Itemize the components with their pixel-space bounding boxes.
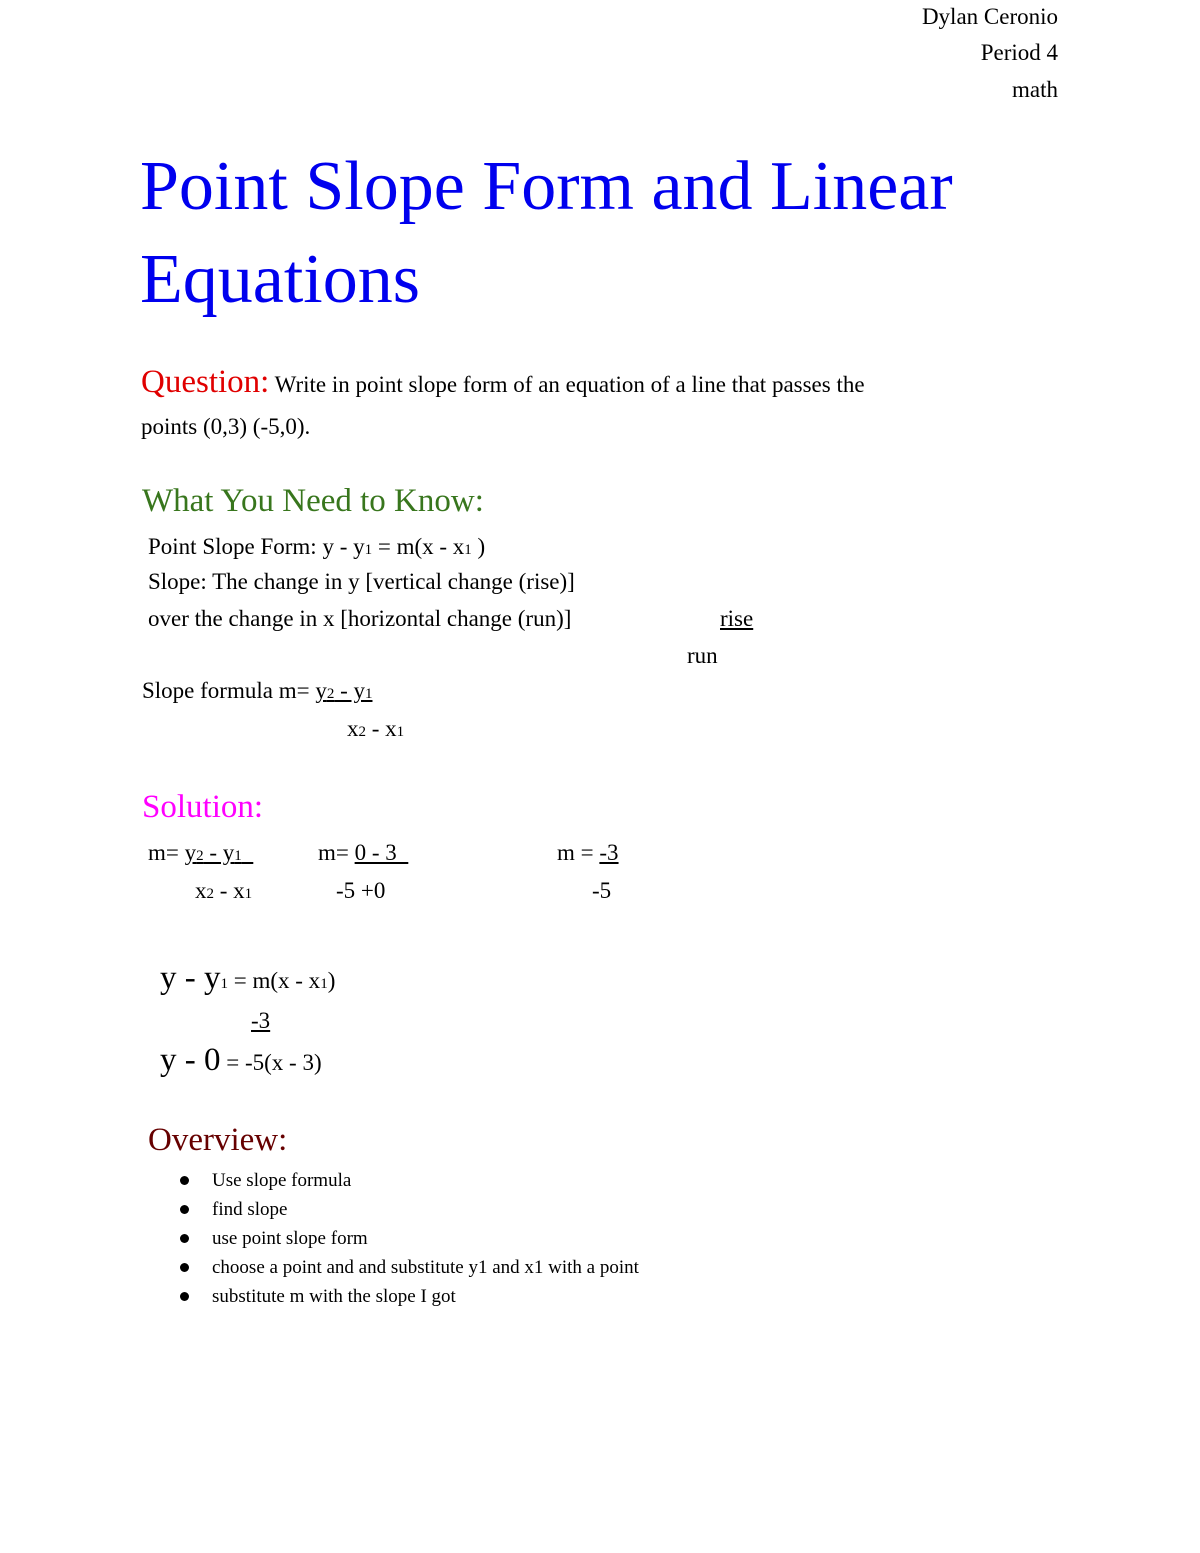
list-item-text: substitute m with the slope I got [212, 1286, 456, 1307]
eq1-rest: = m(x - x [228, 968, 321, 993]
solution-step1-denominator [195, 878, 252, 904]
step1-den-sub1: 1 [244, 886, 253, 902]
solution-step1-numerator [148, 840, 253, 866]
step1-den-a: x [195, 878, 207, 903]
step1-den-b: - x [214, 878, 245, 903]
eq2-y: y - 0 [160, 1042, 221, 1078]
point-slope-form [148, 534, 485, 560]
subject: math [1012, 77, 1058, 102]
step1-num-sub2: 2 [196, 848, 204, 864]
den-sub2: 2 [358, 724, 366, 740]
slope-formula-denominator [347, 716, 404, 742]
solution-heading: Solution: [142, 789, 264, 825]
author-name: Dylan Ceronio [921, 4, 1058, 29]
bullet-icon [180, 1234, 189, 1243]
list-item-text: find slope [212, 1199, 288, 1220]
equation-final [160, 1042, 322, 1079]
list-item-text: use point slope form [212, 1228, 368, 1249]
rise-label: rise [720, 606, 754, 631]
question-colon: : [260, 364, 270, 400]
psf-end: ) [471, 534, 486, 559]
list-item [180, 1253, 639, 1282]
step2-num: 0 - 3 [354, 840, 409, 865]
list-item [180, 1282, 639, 1311]
step1-num-b: - y [203, 840, 235, 865]
step1-num-a: y [184, 840, 197, 865]
step3-num: -3 [599, 840, 619, 865]
overview-heading: Overview: [148, 1122, 288, 1158]
list-item [180, 1195, 639, 1224]
den-sub1: 1 [396, 724, 405, 740]
bullet-icon [180, 1292, 189, 1301]
period: Period 4 [980, 40, 1058, 65]
eq2-rest: = -5(x - 3) [220, 1050, 322, 1075]
num-y2: y [315, 678, 327, 703]
bullet-icon [180, 1205, 189, 1214]
step1-num-sub1: 1 [234, 848, 242, 864]
eq1-sub: 1 [220, 976, 228, 992]
step3-prefix: m = [557, 840, 600, 865]
solution-step3-numerator [557, 840, 619, 866]
slope-formula-numerator [315, 678, 372, 703]
psf-prefix: Point Slope Form: y - y [148, 534, 365, 559]
equation-slope-numerator: -3 [251, 1008, 271, 1033]
eq1-end: ) [327, 968, 336, 993]
eq1-y: y - y [160, 960, 221, 996]
num-sub1: 1 [364, 686, 373, 702]
solution-step2-numerator [318, 840, 408, 866]
run-label: run [687, 643, 718, 668]
question-label: Question [141, 364, 261, 400]
step1-den-sub2: 2 [206, 886, 214, 902]
step2-prefix: m= [318, 840, 355, 865]
num-mid: - y [334, 678, 365, 703]
step1-num [185, 840, 254, 865]
slope-definition-line2: over the change in x [horizontal change (run)] [148, 606, 572, 631]
question [141, 364, 865, 401]
eq1-sub2: 1 [320, 976, 328, 992]
den-mid: - x [366, 716, 397, 741]
list-item [180, 1166, 639, 1195]
step1-prefix: m= [148, 840, 185, 865]
solution-step3-denominator: -5 [592, 878, 612, 903]
list-item-text: choose a point and and substitute y1 and x1 with a point [212, 1257, 639, 1278]
bullet-icon [180, 1176, 189, 1185]
page-title-line2: Equations [140, 241, 420, 318]
equation-point-slope [160, 960, 335, 997]
question-text-line1: Write in point slope form of an equation of a line that passes the [269, 372, 865, 397]
slope-formula-prefix: Slope formula m= [142, 678, 316, 703]
overview-list [180, 1166, 639, 1311]
bullet-icon [180, 1263, 189, 1272]
list-item-text: Use slope formula [212, 1170, 352, 1191]
list-item [180, 1224, 639, 1253]
slope-formula [142, 678, 372, 704]
slope-definition-line1: Slope: The change in y [vertical change (rise)] [148, 569, 575, 594]
solution-step2-denominator: -5 +0 [336, 878, 386, 903]
psf-sub1: 1 [364, 542, 373, 558]
num-sub2: 2 [326, 686, 335, 702]
den-x2: x [347, 716, 359, 741]
psf-mid: = m(x - x [372, 534, 465, 559]
psf-sub2: 1 [464, 542, 472, 558]
page-title-line1: Point Slope Form and Linear [140, 148, 953, 225]
know-heading: What You Need to Know: [142, 483, 484, 519]
question-text-line2: points (0,3) (-5,0). [141, 414, 311, 439]
